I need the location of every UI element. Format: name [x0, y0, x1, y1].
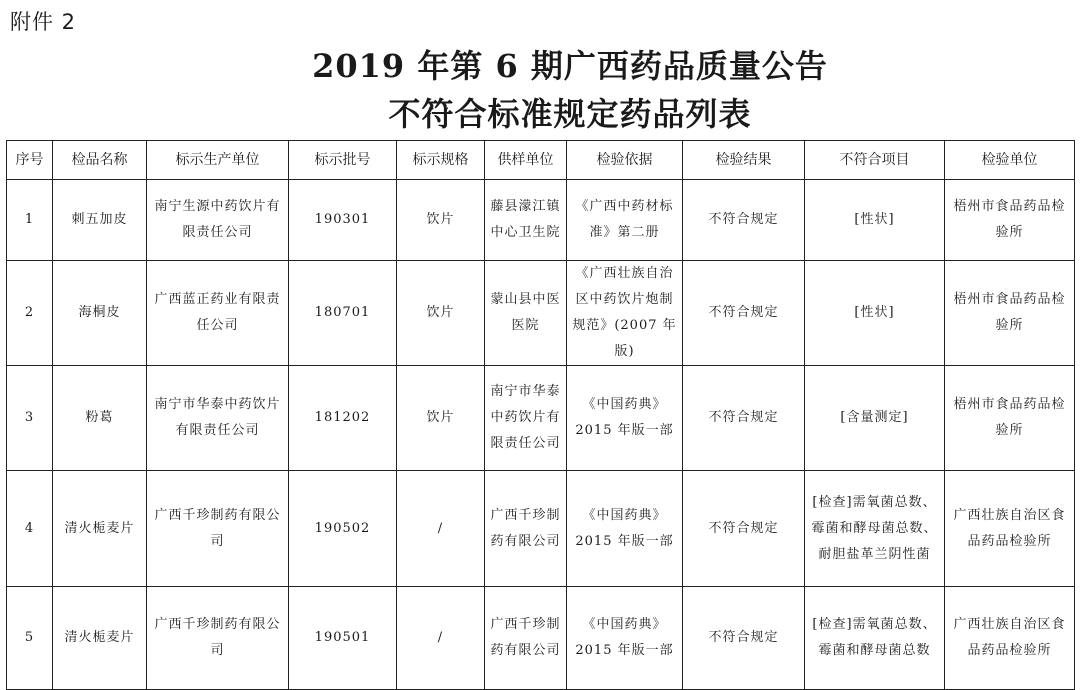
cell-item: [性状]: [805, 261, 945, 366]
header-name: 检品名称: [53, 141, 147, 180]
cell-batch: 181202: [289, 366, 397, 471]
attachment-label: 附件 2: [10, 10, 77, 34]
cell-item: [检查]需氧菌总数、霉菌和酵母菌总数: [805, 587, 945, 690]
cell-spec: 饮片: [397, 366, 485, 471]
cell-basis: 《中国药典》2015 年版一部: [567, 471, 683, 587]
cell-no: 4: [7, 471, 53, 587]
cell-manufacturer: 南宁生源中药饮片有限责任公司: [147, 180, 289, 261]
cell-basis: 《广西中药材标准》第二册: [567, 180, 683, 261]
header-manufacturer: 标示生产单位: [147, 141, 289, 180]
cell-result: 不符合规定: [683, 180, 805, 261]
cell-manufacturer: 南宁市华泰中药饮片有限责任公司: [147, 366, 289, 471]
header-result: 检验结果: [683, 141, 805, 180]
cell-spec: 饮片: [397, 180, 485, 261]
cell-manufacturer: 广西千珍制药有限公司: [147, 587, 289, 690]
header-batch: 标示批号: [289, 141, 397, 180]
cell-name: 粉葛: [53, 366, 147, 471]
cell-lab: 广西壮族自治区食品药品检验所: [945, 471, 1075, 587]
cell-lab: 梧州市食品药品检验所: [945, 366, 1075, 471]
header-supplier: 供样单位: [485, 141, 567, 180]
cell-name: 清火栀麦片: [53, 471, 147, 587]
cell-item: [性状]: [805, 180, 945, 261]
cell-lab: 梧州市食品药品检验所: [945, 180, 1075, 261]
cell-result: 不符合规定: [683, 261, 805, 366]
header-item: 不符合项目: [805, 141, 945, 180]
cell-spec: 饮片: [397, 261, 485, 366]
table-row: [7, 587, 1075, 690]
cell-no: 1: [7, 180, 53, 261]
cell-name: 清火栀麦片: [53, 587, 147, 690]
table-row: [7, 471, 1075, 587]
table-row: [7, 180, 1075, 261]
cell-no: 3: [7, 366, 53, 471]
nonconforming-drugs-table: [6, 140, 1075, 690]
cell-supplier: 广西千珍制药有限公司: [485, 471, 567, 587]
cell-batch: 190501: [289, 587, 397, 690]
cell-no: 5: [7, 587, 53, 690]
table-row: [7, 366, 1075, 471]
cell-basis: 《中国药典》2015 年版一部: [567, 587, 683, 690]
page-title: 2019 年第 6 期广西药品质量公告: [312, 47, 828, 85]
cell-result: 不符合规定: [683, 587, 805, 690]
cell-manufacturer: 广西蓝正药业有限责任公司: [147, 261, 289, 366]
table-row: [7, 261, 1075, 366]
cell-batch: 190502: [289, 471, 397, 587]
cell-item: [检查]需氧菌总数、霉菌和酵母菌总数、耐胆盐革兰阴性菌: [805, 471, 945, 587]
cell-lab: 广西壮族自治区食品药品检验所: [945, 587, 1075, 690]
cell-result: 不符合规定: [683, 471, 805, 587]
header-basis: 检验依据: [567, 141, 683, 180]
cell-supplier: 南宁市华泰中药饮片有限责任公司: [485, 366, 567, 471]
page-subtitle: 不符合标准规定药品列表: [388, 95, 752, 133]
cell-no: 2: [7, 261, 53, 366]
cell-name: 海桐皮: [53, 261, 147, 366]
table-header-row: [7, 141, 1075, 180]
cell-manufacturer: 广西千珍制药有限公司: [147, 471, 289, 587]
cell-basis: 《中国药典》2015 年版一部: [567, 366, 683, 471]
cell-name: 刺五加皮: [53, 180, 147, 261]
cell-lab: 梧州市食品药品检验所: [945, 261, 1075, 366]
cell-result: 不符合规定: [683, 366, 805, 471]
header-lab: 检验单位: [945, 141, 1075, 180]
cell-supplier: 蒙山县中医医院: [485, 261, 567, 366]
header-no: 序号: [7, 141, 53, 180]
cell-spec: /: [397, 587, 485, 690]
cell-batch: 180701: [289, 261, 397, 366]
cell-supplier: 藤县濛江镇中心卫生院: [485, 180, 567, 261]
header-spec: 标示规格: [397, 141, 485, 180]
cell-supplier: 广西千珍制药有限公司: [485, 587, 567, 690]
cell-basis: 《广西壮族自治区中药饮片炮制规范》(2007 年版): [567, 261, 683, 366]
cell-item: [含量测定]: [805, 366, 945, 471]
cell-spec: /: [397, 471, 485, 587]
cell-batch: 190301: [289, 180, 397, 261]
